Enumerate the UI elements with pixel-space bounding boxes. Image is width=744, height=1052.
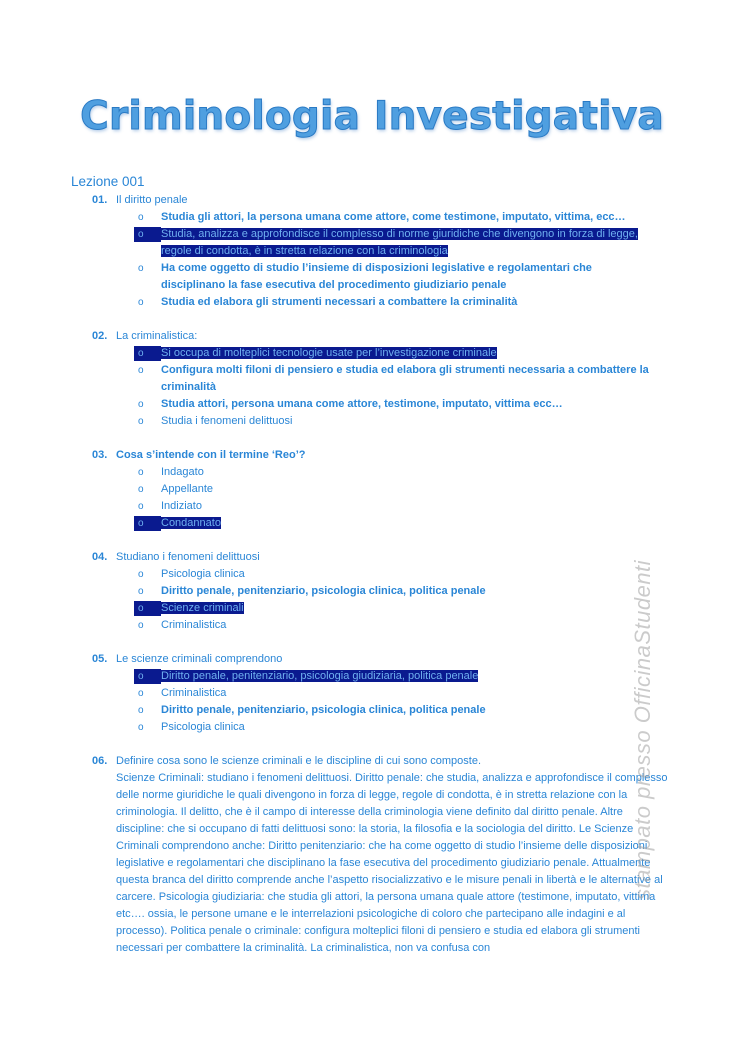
question-text: La criminalistica: (116, 330, 198, 342)
question-number: 05. (92, 653, 108, 665)
answer-option[interactable]: o Indiziato (0, 498, 744, 515)
answer-option-selected[interactable]: o Diritto penale, penitenziario, psicologia giudiziaria, politica penale (0, 668, 744, 685)
answer-option[interactable]: o Criminalistica (0, 617, 744, 634)
answer-option-selected[interactable]: o Scienze criminali (0, 600, 744, 617)
answer-option[interactable]: o Diritto penale, penitenziario, psicologia clinica, politica penale (0, 583, 744, 600)
question-01 (0, 192, 744, 311)
bullet-icon: o (138, 569, 144, 580)
open-answer-text: Scienze Criminali: studiano i fenomeni delittuosi. Diritto penale: che studia, analizza e approfondisce il complesso delle norme giuridiche le quali divengono in forza di legge, regole di condotta, è in stretta relazione con la criminologia. Il delitto, che è il campo di interesse della criminologia viene definito dal diritto penale. Altre discipline: che si occupano di fatti delittuosi sono: la storia, la filosofia e la sociologia del diritto. Le Scienze Criminali comprendono anche: Diritto penitenziario: che ha come oggetto di studio l’insieme delle disposizioni legislative e regolamentari che disciplinano la fase esecutiva del procedimento giudiziario penale. Attualmente questa branca del diritto comprende anche l’aspetto risocializzativo e le misure penali in libertà e le alternative al carcere. Psicologia giudiziaria: che studia gli attori, la persona umana quale attore (testimone, imputato, vittima etc…. ossia, le persone umane e le interrelazioni psicologiche di coloro che partecipano alle indagini e al processo). Politica penale o criminale: configura molteplici filoni di pensiero e studia ed elabora gli strumenti necessari per combattere la criminalità. La criminalistica, non va confusa con (116, 772, 668, 954)
bullet-icon: o (138, 518, 144, 529)
bullet-icon: o (138, 671, 144, 682)
question-text: Studiano i fenomeni delittuosi (116, 551, 260, 563)
document-title: Criminologia Investigativa (80, 94, 664, 139)
question-text: Le scienze criminali comprendono (116, 653, 283, 665)
question-text: Definire cosa sono le scienze criminali e le discipline di cui sono composte. (116, 755, 482, 767)
bullet-icon: o (138, 688, 144, 699)
bullet-icon: o (138, 484, 144, 495)
answer-option[interactable]: o Studia i fenomeni delittuosi (0, 413, 744, 430)
bullet-icon: o (138, 212, 144, 223)
bullet-icon: o (138, 263, 144, 274)
question-number: 02. (92, 330, 108, 342)
bullet-icon: o (138, 399, 144, 410)
answer-option[interactable]: o Diritto penale, penitenziario, psicologia clinica, politica penale (0, 702, 744, 719)
answer-option[interactable]: o Configura molti filoni di pensiero e studia ed elabora gli strumenti necessaria a combattere la criminalità (138, 364, 649, 393)
bullet-icon: o (138, 620, 144, 631)
answer-option[interactable]: o Studia gli attori, la persona umana come attore, come testimone, imputato, vittima, ecc… (0, 209, 744, 226)
answer-option-selected[interactable]: o Condannato (0, 515, 744, 532)
question-number: 01. (92, 194, 108, 206)
bullet-icon: o (138, 603, 144, 614)
question-text: Il diritto penale (116, 194, 188, 206)
bullet-icon: o (138, 467, 144, 478)
answer-option[interactable]: o Studia ed elabora gli strumenti necessari a combattere la criminalità (0, 294, 744, 311)
bullet-icon: o (138, 229, 144, 240)
bullet-icon: o (138, 348, 144, 359)
question-number: 06. (92, 755, 108, 767)
answer-option[interactable]: o Appellante (0, 481, 744, 498)
bullet-icon: o (138, 297, 144, 308)
bullet-icon: o (138, 365, 144, 376)
answer-option[interactable]: o Psicologia clinica (0, 566, 744, 583)
question-02 (0, 328, 744, 430)
answer-option-selected[interactable]: o Studia, analizza e approfondisce il complesso di norme giuridiche che divengono in forza di legge, regole di condotta, è in stretta relazione con la criminologia (0, 226, 744, 260)
lesson-label: Lezione 001 (71, 174, 145, 189)
bullet-icon: o (138, 416, 144, 427)
answer-option-selected[interactable]: o Si occupa di molteplici tecnologie usate per l’investigazione criminale (0, 345, 744, 362)
answer-option[interactable]: o Psicologia clinica (0, 719, 744, 736)
answer-option[interactable]: o Indagato (0, 464, 744, 481)
bullet-icon: o (138, 722, 144, 733)
question-number: 04. (92, 551, 108, 563)
bullet-icon: o (138, 705, 144, 716)
question-number: 03. (92, 449, 108, 461)
answer-option[interactable]: o Criminalistica (0, 685, 744, 702)
bullet-icon: o (138, 586, 144, 597)
watermark: stampato presso OfficinaStudenti (630, 559, 655, 900)
bullet-icon: o (138, 501, 144, 512)
question-text: Cosa s’intende con il termine ‘Reo’? (116, 449, 306, 461)
answer-option[interactable]: o Ha come oggetto di studio l’insieme di disposizioni legislative e regolamentari che disciplinano la fase esecutiva del procedimento giudiziario penale (138, 262, 592, 291)
question-03 (0, 447, 744, 532)
answer-option[interactable]: o Studia attori, persona umana come attore, testimone, imputato, vittima ecc… (0, 396, 744, 413)
